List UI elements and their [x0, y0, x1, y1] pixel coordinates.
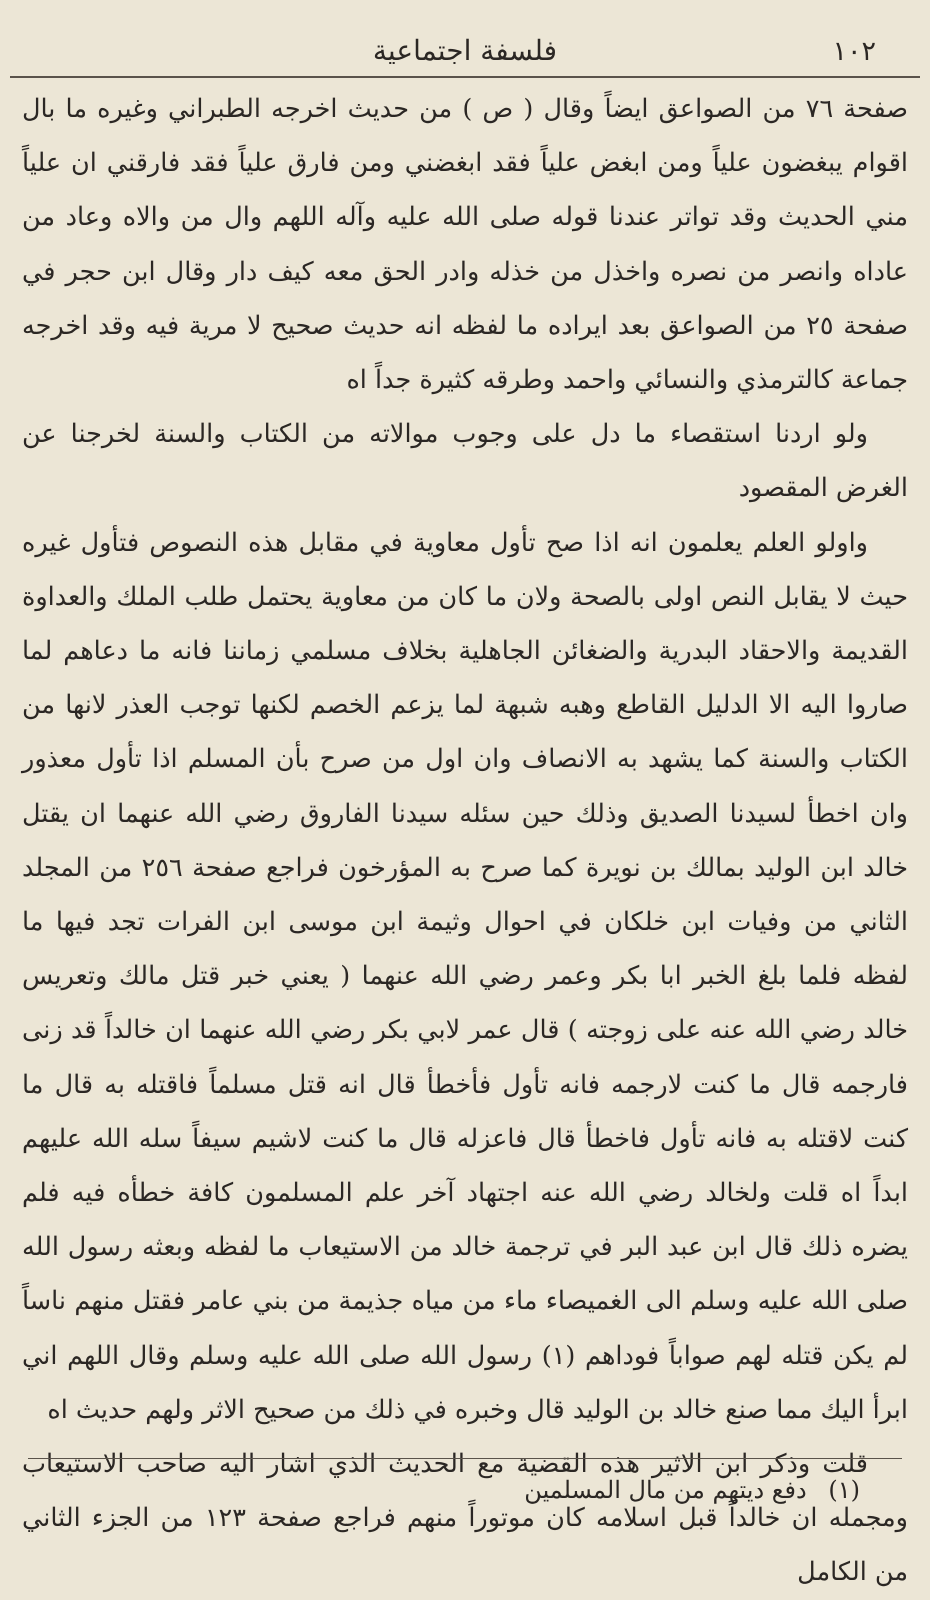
page-header — [36, 28, 894, 76]
paragraph-3: واولو العلم يعلمون انه اذا صح تأول معاوية في مقابل هذه النصوص فتأول غيره حيث لا يقابل النص اولى بالصحة ولان ما كان من معاوية يحتمل طلب الملك والعداوة القديمة والاحقاد البدرية والضغائن الجاهلية بخلاف مسلمي زماننا فانه ما دعاهم لما صاروا اليه الا الدليل القاطع وهبه شبهة لما يزعم الخصم لكنها توجب العذر لانها من الكتاب والسنة كما يشهد به الانصاف وان اول من صرح بأن المسلم اذا تأول معذور وان اخطأ لسيدنا الصديق وذلك حين سئله سيدنا الفاروق رضي الله عنهما ان يقتل خالد ابن الوليد بمالك بن نويرة كما صرح به المؤرخون فراجع صفحة ٢٥٦ من المجلد الثاني من وفيات ابن خلكان في احوال وثيمة ابن موسى ابن الفرات تجد فيها ما لفظه فلما بلغ الخبر ابا بكر وعمر رضي الله عنهما ( يعني خبر قتل مالك وتعريس خالد رضي الله عنه على زوجته ) قال عمر لابي بكر رضي الله عنهما ان خالداً قد زنى فارجمه قال ما كنت لارجمه فانه تأول فأخطأ قال انه قتل مسلماً فاقتله به قال ما كنت لاقتله به فانه تأول فاخطأ قال فاعزله قال ما كنت لاشيم سيفاً سله الله عليهم ابداً اه قلت ولخالد رضي الله عنه اجتهاد آخر علم المسلمون كافة خطأه فيه فلم يضره ذلك قال ابن عبد البر في ترجمة خالد من الاستيعاب ما لفظه وبعثه رسول الله صلى الله عليه وسلم الى الغميصاء ماء من مياه جذيمة من بني عامر فقتل منهم ناساً لم يكن قتله لهم صواباً فوداهم (١) رسول الله صلى الله عليه وسلم وقال اللهم اني ابرأ اليك مما صنع خالد بن الوليد قال وخبره في ذلك من صحيح الاثر ولهم حديث اه — [22, 527, 908, 1425]
footnote-text: دفع ديتهم من مال المسلمين — [524, 1476, 807, 1504]
header-divider — [10, 76, 920, 78]
paragraph-1: صفحة ٧٦ من الصواعق ايضاً وقال ( ص ) من حديث اخرجه الطبراني وغيره ما بال اقوام يبغضون علياً ومن ابغض علياً فقد ابغضني ومن فارق علياً فقد فارقني ان علياً مني الحديث وقد تواتر عندنا قوله صلى الله عليه وآله اللهم وال من والاه وعاد من عاداه وانصر من نصره واخذل من خذله وادر الحق معه كيف دار وقال ابن حجر في صفحة ٢٥ من الصواعق بعد ايراده ما لفظه انه حديث صحيح لا مرية فيه وقد اخرجه جماعة كالترمذي والنسائي واحمد وطرقه كثيرة جداً اه — [22, 94, 908, 396]
footnote-divider — [28, 1458, 902, 1459]
body-text — [22, 82, 908, 1600]
footnote — [524, 1476, 860, 1504]
paragraph-4: قلت وذكر ابن الاثير هذه القضية مع الحديث الذي اشار اليه صاحب الاستيعاب ومجمله ان خالداً قبل اسلامه كان موتوراً منهم فراجع صفحة ١٢٣ من الجزء الثاني من الكامل — [22, 1449, 908, 1588]
running-title: فلسفة اجتماعية — [372, 34, 558, 67]
paragraph-2: ولو اردنا استقصاء ما دل على وجوب موالاته من الكتاب والسنة لخرجنا عن الغرض المقصود — [22, 419, 908, 504]
footnote-marker: (١) — [828, 1476, 860, 1504]
page-number: ١٠٢ — [832, 36, 876, 67]
